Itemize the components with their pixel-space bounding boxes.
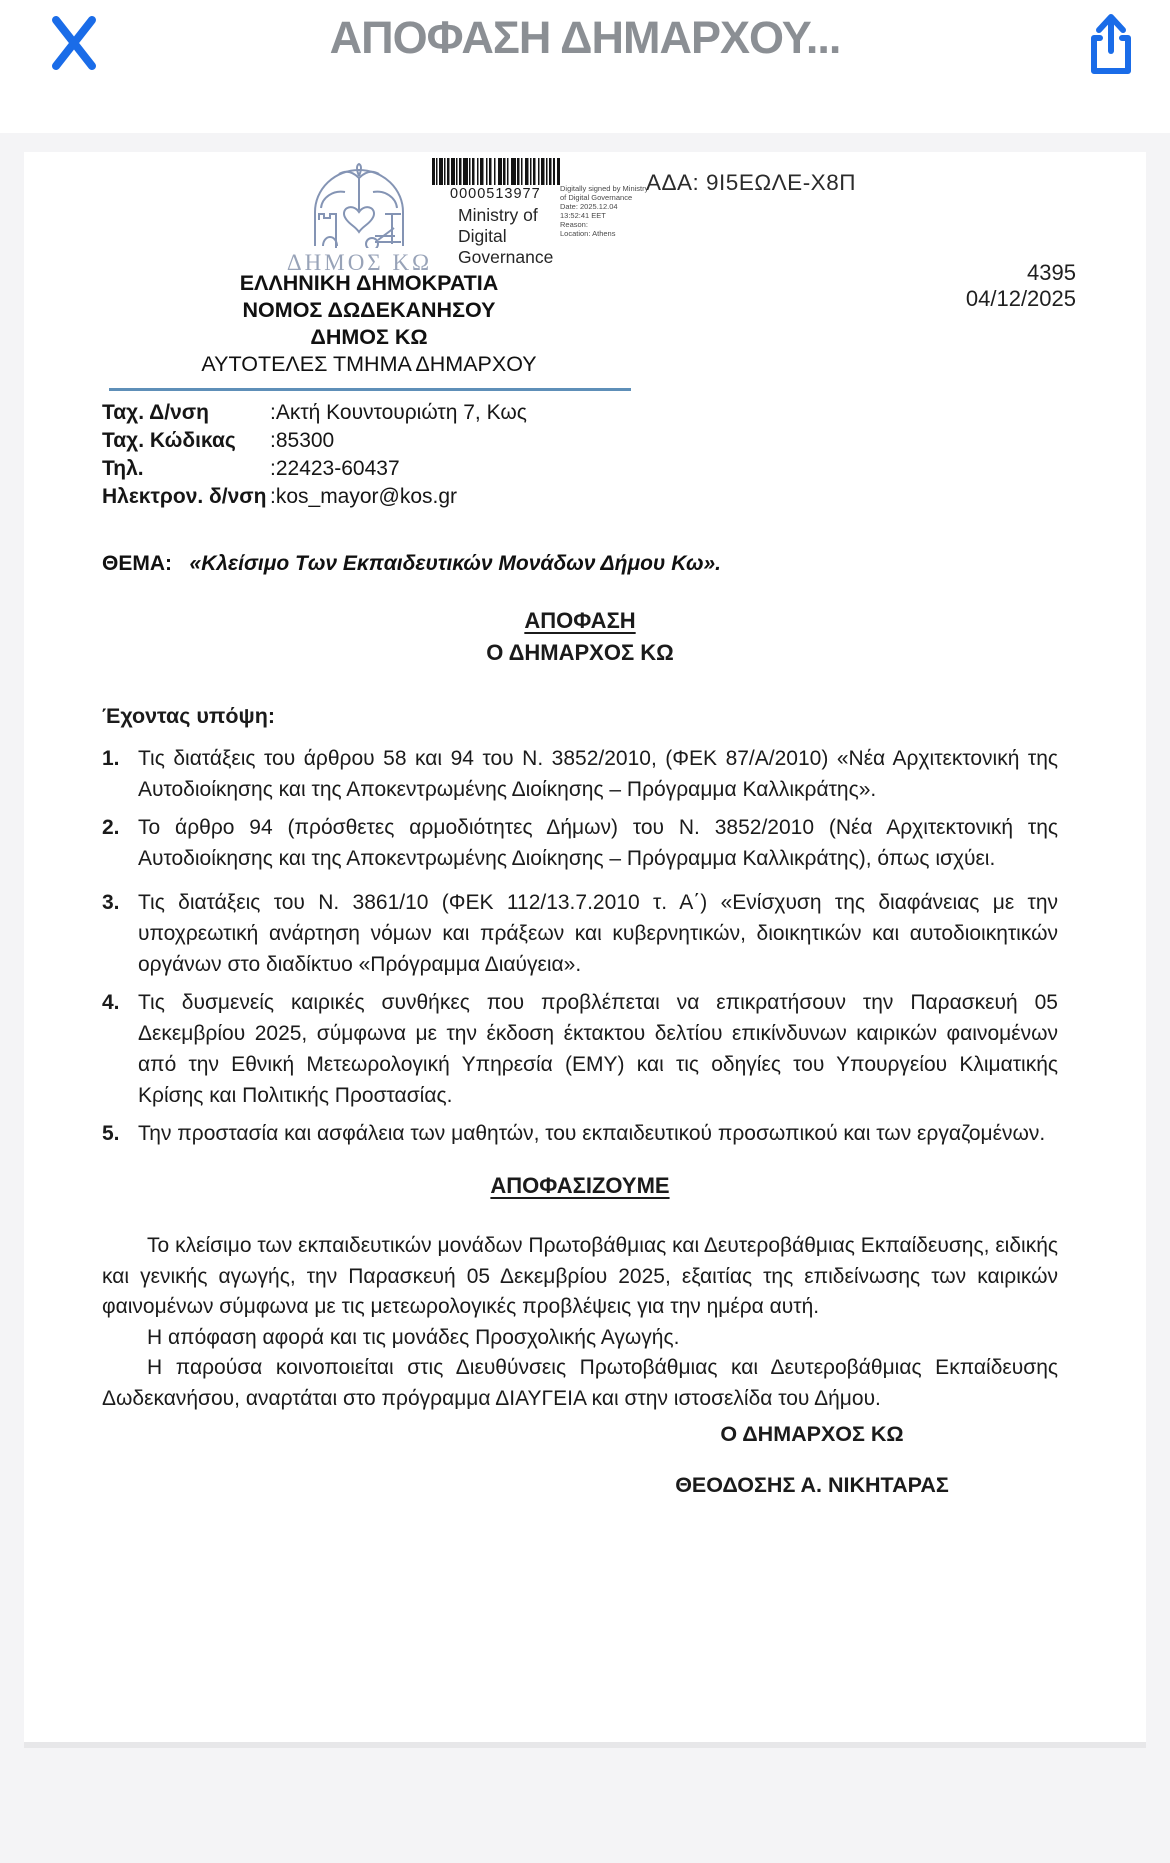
list-item-number: 2. — [102, 816, 120, 839]
list-item-number: 3. — [102, 891, 120, 914]
contact-info — [102, 399, 622, 511]
header-divider — [109, 388, 631, 391]
decision-subheading: Ο ΔΗΜΑΡΧΟΣ ΚΩ — [486, 640, 674, 665]
authority-line-municipality: ΔΗΜΟΣ ΚΩ — [310, 325, 428, 349]
decision-heading: ΑΠΟΦΑΣΗ — [524, 608, 636, 633]
stamp-line: of Digital Governance — [560, 193, 633, 202]
contact-row — [102, 427, 622, 455]
contact-row — [102, 483, 622, 511]
contact-value: :85300 — [270, 429, 335, 452]
subject-label: ΘΕΜΑ: — [102, 552, 172, 575]
document-body — [24, 608, 1146, 1498]
contact-row — [102, 399, 622, 427]
document-title: ΑΠΟΦΑΣΗ ΔΗΜΑΡΧΟΥ... — [329, 12, 841, 63]
list-item — [102, 812, 1058, 874]
viewer-toolbar — [0, 0, 1170, 133]
stamp-line: Digitally signed by Ministry — [560, 184, 649, 193]
list-item-number: 5. — [102, 1122, 120, 1145]
protocol-number: 4395 — [1027, 260, 1076, 285]
document-page[interactable] — [24, 152, 1146, 1748]
ministry-label: Ministry of Digital Governance — [458, 205, 554, 267]
stamp-line: Date: 2025.12.04 — [560, 202, 618, 211]
authority-line-prefecture: ΝΟΜΟΣ ΔΩΔΕΚΑΝΗΣΟΥ — [242, 298, 496, 322]
municipality-logo-block — [272, 162, 447, 276]
contact-label: Ταχ. Κώδικας — [102, 429, 236, 452]
stamp-line: Reason: — [560, 220, 588, 229]
ada-code: ΑΔΑ: 9Ι5ΕΩΛΕ-Χ8Π — [646, 170, 856, 195]
document-header-area — [24, 152, 1146, 608]
logo-caption: ΔΗΜΟΣ ΚΩ — [286, 250, 433, 275]
list-item — [102, 1118, 1058, 1149]
considering-label: Έχοντας υπόψη: — [102, 704, 275, 728]
stamp-line: 13:52:41 EET — [560, 211, 606, 220]
protocol-date: 04/12/2025 — [965, 286, 1076, 311]
subject-text: «Κλείσιμο Των Εκπαιδευτικών Μονάδων Δήμου Κω». — [189, 552, 721, 575]
decision-paragraph: Το κλείσιμο των εκπαιδευτικών μονάδων Πρωτοβάθμιας και Δευτεροβάθμιας Εκπαίδευσης, ειδικής και γενικής αγωγής, την Παρασκευή 05 Δεκεμβρίου 2025, εξαιτίας της επιδείνωσης των καιρικών φαινομένων σύμφωνα με τις μετεωρολογικές προβλέψεις για την ημέρα αυτή. — [102, 1234, 1058, 1318]
list-item-text: Τις διατάξεις του Ν. 3861/10 (ΦΕΚ 112/13.7.2010 τ. Α΄) «Ενίσχυση της διαφάνειας με την υποχρεωτική ανάρτηση νόμων και πράξεων και κυβερνητικών, διοικητικών και αυτοδιοικητικών οργάνων στο διαδίκτυο «Πρόγραμμα Διαύγεια». — [138, 891, 1058, 976]
share-button[interactable] — [1080, 6, 1142, 84]
share-icon — [1085, 11, 1137, 79]
municipality-emblem-icon — [272, 162, 447, 248]
signer-name: ΘΕΟΔΟΣΗΣ Α. ΝΙΚΗΤΑΡΑΣ — [675, 1473, 949, 1497]
list-item-text: Την προστασία και ασφάλεια των μαθητών, του εκπαιδευτικού προσωπικού και των εργαζομένων. — [138, 1122, 1046, 1145]
signature-block — [582, 1422, 1042, 1498]
contact-value: :Ακτή Κουντουριώτη 7, Κως — [270, 401, 527, 424]
list-item-text: Το άρθρο 94 (πρόσθετες αρμοδιότητες Δήμων) του Ν. 3852/2010 (Νέα Αρχιτεκτονική της Αυτοδιοίκησης και της Αποκεντρωμένης Διοίκησης – Πρόγραμμα Καλλικράτης), όπως ισχύει. — [138, 816, 1058, 870]
contact-label: Τηλ. — [102, 457, 144, 480]
list-item — [102, 887, 1058, 980]
contact-row — [102, 455, 622, 483]
stamp-line: Location: Athens — [560, 229, 616, 238]
list-item-number: 4. — [102, 991, 120, 1014]
authority-header — [119, 270, 619, 378]
contact-value: :kos_mayor@kos.gr — [270, 485, 458, 508]
list-item-text: Τις διατάξεις του άρθρου 58 και 94 του Ν. 3852/2010, (ΦΕΚ 87/Α/2010) «Νέα Αρχιτεκτονική της Αυτοδιοίκησης και της Αποκεντρωμένης Διοίκησης – Πρόγραμμα Καλλικράτης». — [138, 747, 1058, 801]
authority-line-department: ΑΥΤΟΤΕΛΕΣ ΤΜΗΜΑ ΔΗΜΑΡΧΟΥ — [201, 352, 537, 376]
signer-title: Ο ΔΗΜΑΡΧΟΣ ΚΩ — [720, 1422, 904, 1446]
decision-paragraph: Η παρούσα κοινοποιείται στις Διευθύνσεις Πρωτοβάθμιας και Δευτεροβάθμιας Εκπαίδευσης Δωδεκανήσου, αναρτάται στο πρόγραμμα ΔΙΑΥΓΕΙΑ και στην ιστοσελίδα του Δήμου. — [102, 1356, 1058, 1410]
barcode-block — [432, 158, 560, 268]
list-item-number: 1. — [102, 747, 120, 770]
subject-line — [102, 552, 721, 576]
authority-line-republic: ΕΛΛΗΝΙΚΗ ΔΗΜΟΚΡΑΤΙΑ — [239, 271, 499, 295]
contact-label: Ταχ. Δ/νση — [102, 401, 209, 424]
contact-value: :22423-60437 — [270, 457, 400, 480]
considerations-list — [102, 743, 1058, 1149]
list-item — [102, 743, 1058, 805]
contact-label: Ηλεκτρον. δ/νση — [102, 485, 267, 508]
list-item-text: Τις δυσμενείς καιρικές συνθήκες που προβλέπεται να επικρατήσουν την Παρασκευή 05 Δεκεμβρίου 2025, σύμφωνα με την έκδοση έκτακτου δελτίου επικίνδυνων καιρικών φαινομένων από την Εθνική Μετεωρολογική Υπηρεσία (ΕΜΥ) και τις οδηγίες του Υπουργείου Κλιματικής Κρίσης και Πολιτικής Προστασίας. — [138, 991, 1058, 1107]
barcode-number: 0000513977 — [450, 186, 541, 202]
protocol-block — [966, 260, 1076, 312]
barcode — [432, 158, 560, 185]
decision-paragraph: Η απόφαση αφορά και τις μονάδες Προσχολικής Αγωγής. — [147, 1325, 680, 1349]
decide-heading: ΑΠΟΦΑΣΙΖΟΥΜΕ — [490, 1173, 670, 1198]
list-item — [102, 987, 1058, 1111]
